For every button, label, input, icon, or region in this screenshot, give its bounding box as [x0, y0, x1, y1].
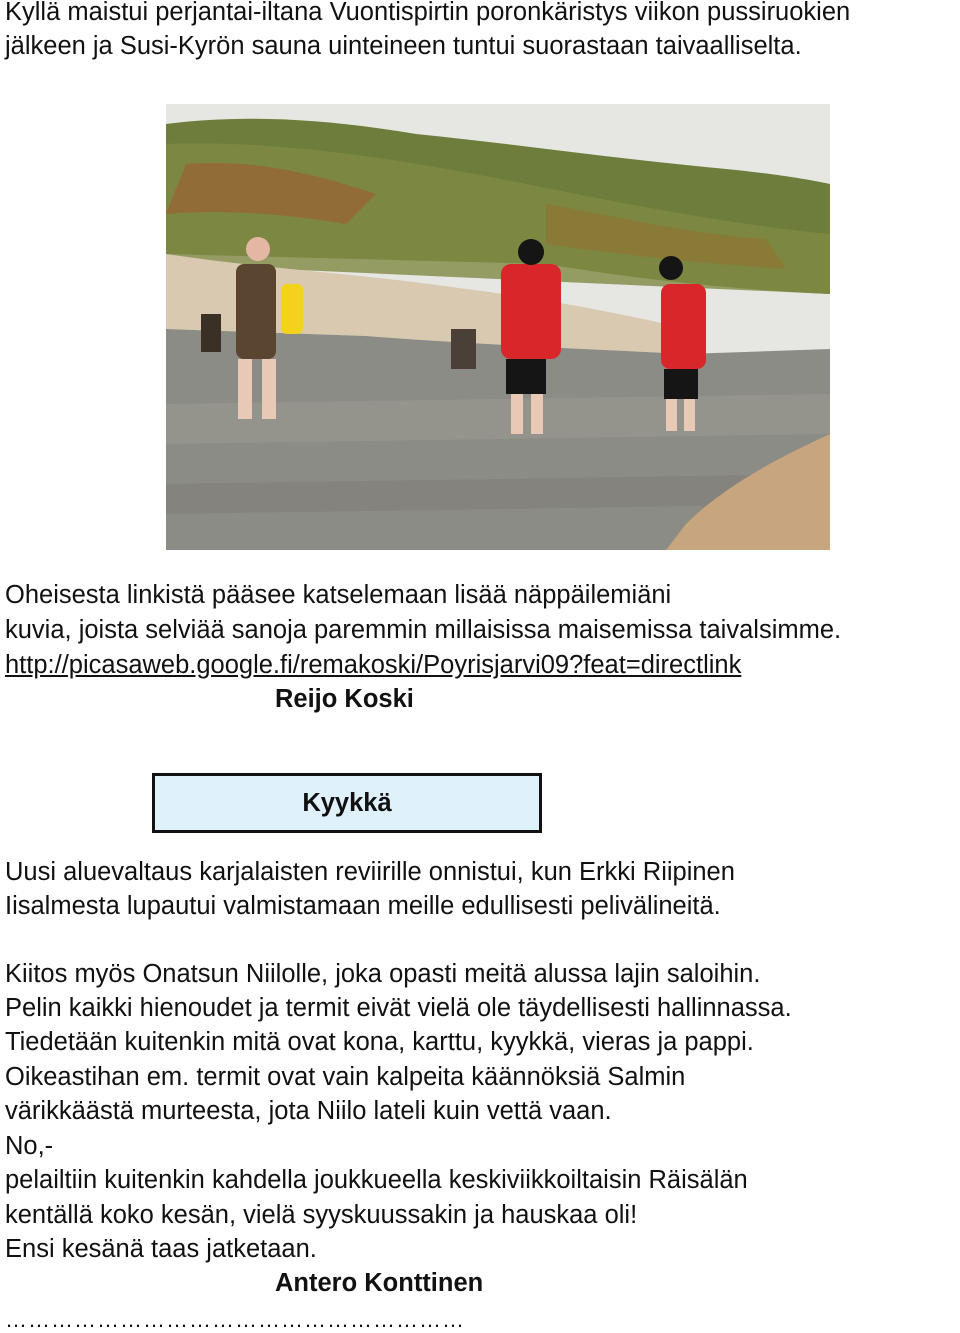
author-reijo-koski: Reijo Koski — [275, 685, 414, 713]
para2-line-8: kentällä koko kesän, vielä syyskuussakin ja hauskaa oli! — [5, 1201, 638, 1229]
intro-line-1: Kyllä maistui perjantai-iltana Vuontispirtin poronkäristys viikon pussiruokien — [5, 0, 851, 26]
link-intro-line-2: kuvia, joista selviää sanoja paremmin millaisissa maisemissa taivalsimme. — [5, 616, 842, 644]
trailing-dots: …………………………………………………… — [5, 1307, 465, 1332]
album-link[interactable]: http://picasaweb.google.fi/remakoski/Poyrisjarvi09?feat=directlink — [5, 651, 742, 679]
para1-line-1: Uusi aluevaltaus karjalaisten reviirille onnistui, kun Erkki Riipinen — [5, 858, 735, 886]
para2-line-6: No,- — [5, 1132, 54, 1160]
para2-line-7: pelailtiin kuitenkin kahdella joukkueella keskiviikkoiltaisin Räisälän — [5, 1166, 748, 1194]
para2-line-1: Kiitos myös Onatsun Niilolle, joka opasti meitä alussa lajin saloihin. — [5, 960, 761, 988]
para2-line-3: Tiedetään kuitenkin mitä ovat kona, karttu, kyykkä, vieras ja pappi. — [5, 1028, 754, 1056]
author-antero-konttinen: Antero Konttinen — [275, 1269, 484, 1297]
para2-line-5: värikkäästä murteesta, jota Niilo lateli kuin vettä vaan. — [5, 1097, 612, 1125]
intro-line-2: jälkeen ja Susi-Kyrön sauna uinteineen tuntui suorastaan taivaalliselta. — [5, 32, 802, 60]
para2-line-9: Ensi kesänä taas jatketaan. — [5, 1235, 317, 1263]
link-intro-line-1: Oheisesta linkistä pääsee katselemaan lisää näppäilemiäni — [5, 581, 672, 609]
section-title-box — [152, 773, 542, 833]
para2-line-2: Pelin kaikki hienoudet ja termit eivät vielä ole täydellisesti hallinnassa. — [5, 994, 792, 1022]
section-title: Kyykkä — [302, 788, 392, 817]
para2-line-4: Oikeastihan em. termit ovat vain kalpeita käännöksiä Salmin — [5, 1063, 686, 1091]
hiking-photo — [166, 104, 830, 550]
para1-line-2: Iisalmesta lupautui valmistamaan meille edullisesti pelivälineitä. — [5, 892, 721, 920]
